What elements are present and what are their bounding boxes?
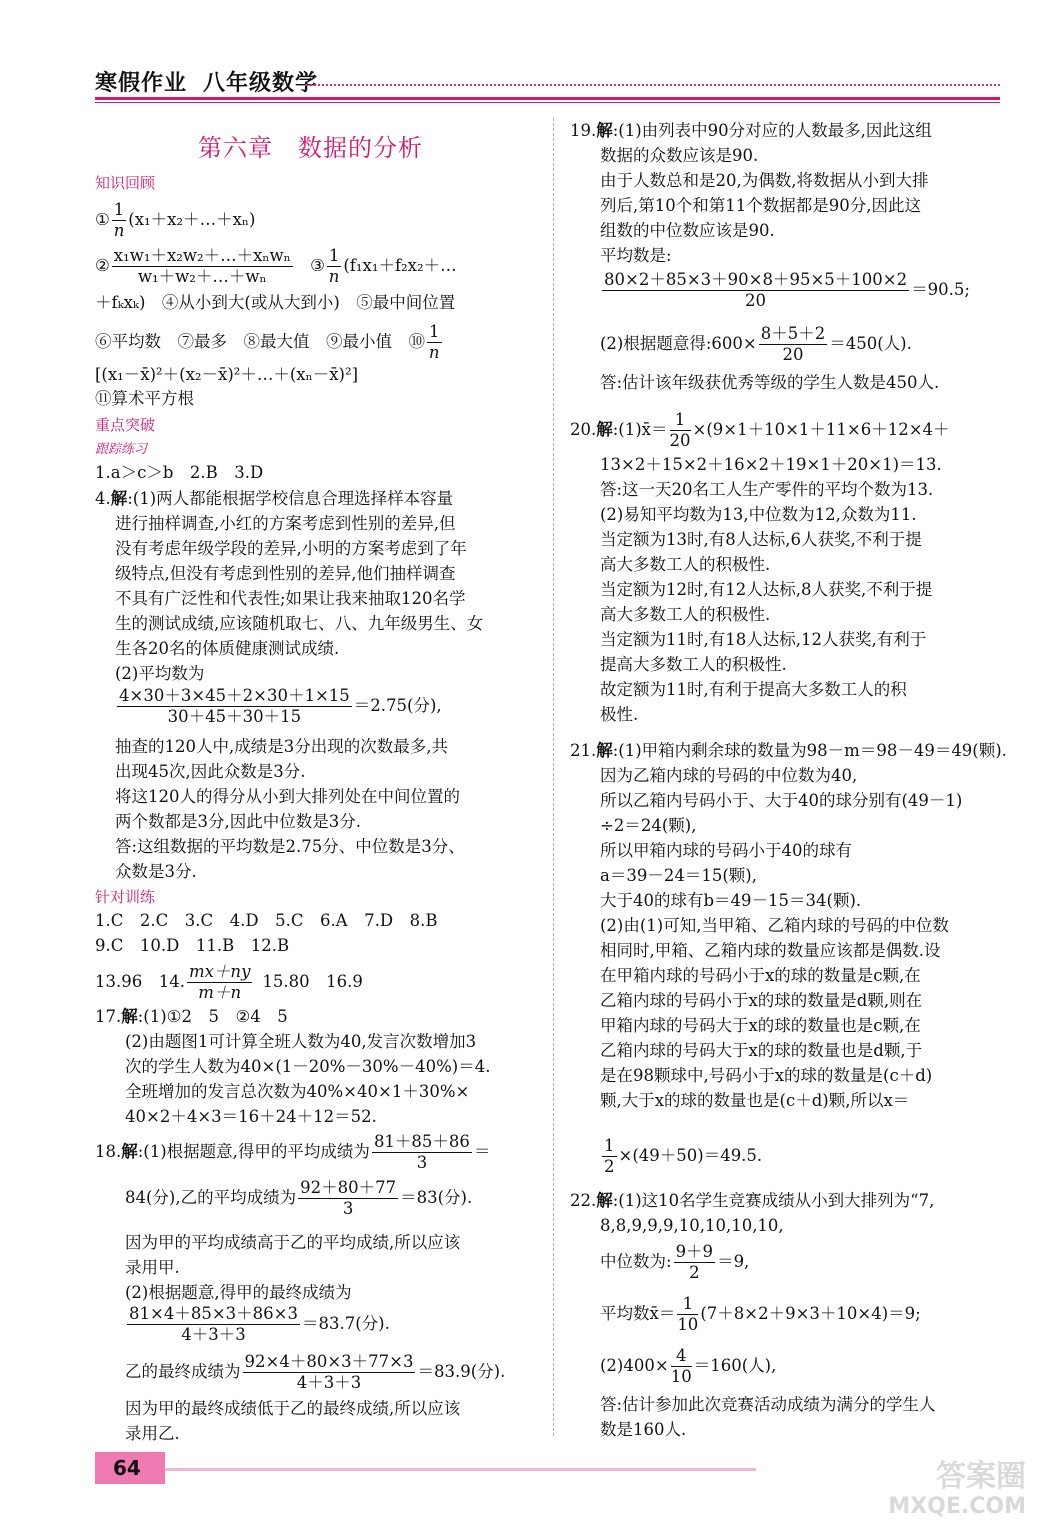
q18-line: 18.解:(1)根据题意,得甲的平均成绩为 $\frac{81+85+86}{3}$ ＝ [95,1132,491,1172]
q18-line: 84(分),乙的平均成绩为 $\frac{92+80+77}{3}$ ＝83(分). [125,1178,473,1218]
header-rule [95,97,1000,100]
q4-line: 4.解:(1)两人都能根据学校信息合理选择样本容量 [95,489,454,508]
q20-line: 答:这一天20名工人生产零件的平均个数为13. [600,480,934,499]
header-dotted-rule [305,84,1000,86]
q22-fraction-line: (2)400× $\frac{4}{10}$ ＝160(人), [600,1346,777,1386]
q17-line: 17.解:(1)①2 5 ②4 5 [95,1007,288,1026]
q22-line: 8,8,9,9,9,10,10,10,10, [600,1216,784,1235]
q19-line: 列后,第10个和第11个数据都是90分,因此这 [600,196,921,215]
q21-line: 因为乙箱内球的号码的中位数为40, [600,766,858,785]
fraction: $\frac{1}{n}$ [428,322,440,362]
section-target: 针对训练 [95,888,156,906]
chapter-title: 第六章 数据的分析 [198,134,423,162]
q21-line: 甲箱内球的号码大于x的球的数量也是c颗,在 [600,1016,921,1035]
q21-line: (2)由(1)可知,当甲箱、乙箱内球的号码的中位数 [600,916,949,935]
q4-line: 进行抽样调查,小红的方案考虑到性别的差异,但 [115,514,456,533]
q20-line: 13×2＋15×2＋16×2＋19×1＋20×1)＝13. [600,455,942,474]
q18-line: 录用甲. [125,1258,180,1277]
q4-line: 众数是3分. [115,862,197,881]
q21-line: 所以乙箱内号码小于、大于40的球分别有(49－1) [600,791,963,810]
q4-line: 不具有广泛性和代表性;如果让我来抽取120名学 [115,589,466,608]
q20-line: 提高大多数工人的积极性. [600,655,787,674]
header-rule-thin [95,102,1000,103]
q4-line: 级特点,但没有考虑到性别的差异,他们抽样调查 [115,564,456,583]
q19-line: 数据的众数应该是90. [600,146,759,165]
q18-line: 因为甲的最终成绩低于乙的最终成绩,所以应该 [125,1399,461,1418]
target-answers-1: 1.C 2.C 3.C 4.D 5.C 6.A 7.D 8.B [95,911,438,930]
q21-line: ÷2＝24(颗), [600,816,697,835]
footer-rule [165,1468,756,1471]
section-review: 知识回顾 [95,174,156,192]
column-divider [553,118,554,1436]
section-key: 重点突破 [95,416,156,434]
q18-line: (2)根据题意,得甲的最终成绩为 [125,1283,352,1302]
target-answers-2: 9.C 10.D 11.B 12.B [95,936,290,955]
q21-line: 所以甲箱内球的号码小于40的球有 [600,841,852,860]
q21-line: a＝39－24＝15(颗), [600,866,757,885]
q18-line: 因为甲的平均成绩高于乙的平均成绩,所以应该 [125,1233,461,1252]
q17-line: 次的学生人数为40×(1－20%－30%－40%)＝4. [125,1057,491,1076]
q21-line: 是在98颗球中,号码小于x的球的数量是(c＋d) [600,1066,933,1085]
subsection-track: 跟踪练习 [95,442,148,457]
q18-fraction-line: 乙的最终成绩为 $\frac{92\times 4+80\times 3+77\times 3}{4+3+3}$ ＝83.9(分). [125,1352,506,1392]
q4-line: 两个数都是3分,因此中位数是3分. [115,812,361,831]
q22-line: 22.解:(1)这10名学生竞赛成绩从小到大排列为“7, [570,1191,935,1210]
fraction: $\frac{1}{n}$ [328,246,340,286]
q21-line: 在甲箱内球的号码小于x的球的数量是c颗,在 [600,966,921,985]
q4-line: 答:这组数据的平均数是2.75分、中位数是3分、 [115,837,465,856]
q21-line: 颗,大于x的球的数量也是(c＋d)颗,所以x＝ [600,1091,910,1110]
q20-line: 高大多数工人的积极性. [600,555,771,574]
review-line-1: ① $\frac{1}{n}$ (x₁＋x₂＋…＋xₙ) [95,200,256,240]
q19-line: 由于人数总和是20,为偶数,将数据从小到大排 [600,171,929,190]
q21-line: 相同时,甲箱、乙箱内球的数量应该都是偶数.设 [600,941,941,960]
q20-line: 当定额为13时,有8人达标,6人获奖,不利于提 [600,530,922,549]
page-number: 64 [95,1452,165,1484]
review-line-3: ＋fₖxₖ) ④从小到大(或从大到小) ⑤最中间位置 [95,293,456,312]
q17-line: 全班增加的发言总次数为40%×40×1＋30%× [125,1082,470,1101]
q20-line: (2)易知平均数为13,中位数为12,众数为11. [600,505,917,524]
q19-line: 答:估计该年级获优秀等级的学生人数是450人. [600,373,940,392]
q17-line: (2)由题图1可计算全班人数为40,发言次数增加3 [125,1032,477,1051]
q21-line: 大于40的球有b＝49－15＝34(颗). [600,891,862,910]
q20-line: 故定额为11时,有利于提高大多数工人的积 [600,680,907,699]
review-line-4: ⑥平均数 ⑦最多 ⑧最大值 ⑨最小值 ⑩ $\frac{1}{n}$ [95,322,440,362]
q17-line: 40×2＋4×3＝16＋24＋12＝52. [125,1107,377,1126]
q21-line: 乙箱内球的号码小于x的球的数量是d颗,则在 [600,991,923,1010]
q19-fraction-line: $\frac{80\times 2+85\times 3+90\times 8+95\times 5+100\times 2}{20}$ ＝90.5; [604,270,970,310]
q19-fraction-line: (2)根据题意得:600× $\frac{8+5+2}{20}$ ＝450(人). [600,324,912,364]
track-answers: 1.a＞c＞b 2.B 3.D [95,463,264,482]
review-line-5: [(x₁－x̄)²＋(x₂－x̄)²＋…＋(xₙ－x̄)²] [95,365,359,384]
q22-fraction-line: 中位数为: $\frac{9+9}{2}$ ＝9, [600,1242,750,1282]
q20-line: 高大多数工人的积极性. [600,605,771,624]
q4-line: 没有考虑年级学段的差异,小明的方案考虑到了年 [115,539,467,558]
page-header [95,66,334,97]
q22-line: 答:估计参加此次竞赛活动成绩为满分的学生人 [600,1395,936,1414]
q4-fraction-line: $\frac{4\times 30+3\times 45+2\times 30+1\times 15}{30+45+30+15}$ ＝2.75(分), [119,686,442,726]
fraction: $\frac{1}{n}$ [113,200,125,240]
q20-line: 当定额为11时,有18人达标,12人获奖,有利于 [600,630,927,649]
q4-line: 生的测试成绩,应该随机取七、八、九年级男生、女 [115,614,484,633]
q18-fraction-line: $\frac{81\times 4+85\times 3+86\times 3}{4+3+3}$ ＝83.7(分). [129,1304,390,1344]
q4-line: 将这120人的得分从小到大排列处在中间位置的 [115,787,460,806]
q22-line: 数是160人. [600,1420,687,1439]
q4-line: 生各20名的体质健康测试成绩. [115,639,340,658]
q18-line: 录用乙. [125,1424,180,1443]
grade-subject: 八年级数学 [203,71,319,96]
q19-line: 19.解:(1)由列表中90分对应的人数最多,因此这组 [570,121,932,140]
q20-line: 20.解:(1)x̄＝ $\frac{1}{20}$ ×(9×1＋10×1＋11×6＋12×4＋ [570,410,950,450]
q20-line: 极性. [600,705,639,724]
q22-fraction-line: 平均数x̄＝ $\frac{1}{10}$ (7＋8×2＋9×3＋10×4)＝9; [600,1294,921,1334]
q21-fraction-line: $\frac{1}{2}$ ×(49＋50)＝49.5. [604,1136,763,1176]
book-title: 寒假作业 [95,71,188,96]
target-answers-3: 13.96 14. $\frac{mx+ny}{m+n}$ 15.80 16.9 [95,962,363,1002]
q21-line: 乙箱内球的号码大于x的球的数量也是d颗,于 [600,1041,923,1060]
q19-line: 组数的中位数应该是90. [600,221,775,240]
q4-line: (2)平均数为 [115,664,205,683]
q19-line: 平均数是: [600,246,672,265]
q4-line: 出现45次,因此众数是3分. [115,762,306,781]
watermark-logo: 答案圈 MXQE.COM [888,1459,1026,1519]
q20-line: 当定额为12时,有12人达标,8人获奖,不利于提 [600,580,933,599]
q4-line: 抽查的120人中,成绩是3分出现的次数最多,共 [115,737,448,756]
weighted-mean-fraction: $\frac{\text{x₁w₁＋x₂w₂＋…＋xₙwₙ}}{\text{w₁＋w₂＋…＋wₙ}}$ [113,246,291,286]
review-line-6: ⑪算术平方根 [95,389,194,408]
q21-line: 21.解:(1)甲箱内剩余球的数量为98－m＝98－49＝49(颗). [570,741,1007,760]
review-line-2: ② $\frac{\text{x₁w₁＋x₂w₂＋…＋xₙwₙ}}{\text{w₁＋w₂＋…＋wₙ}}$ ③ $\frac{1}{n}$ (f₁x₁＋f₂x₂＋… [95,246,457,286]
